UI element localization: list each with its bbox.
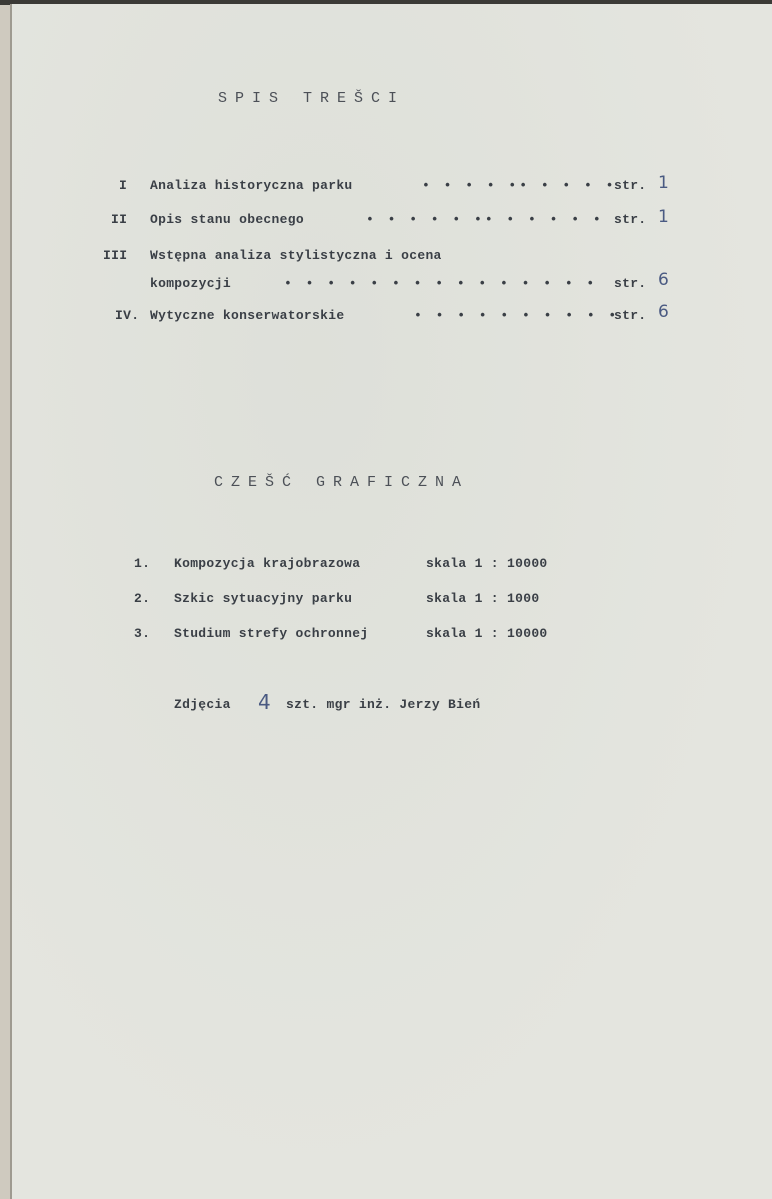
- toc-entry-2-str: str.: [614, 212, 647, 227]
- toc-entry-1-number: I: [119, 178, 128, 193]
- graphic-item-2-text: Szkic sytuacyjny parku: [174, 591, 353, 606]
- toc-entry-3-number: III: [103, 248, 128, 263]
- graphic-item-1-scale: skala 1 : 10000: [426, 556, 548, 571]
- toc-entry-1-leader: • • • • •• • • • •: [422, 178, 617, 193]
- toc-entry-1-text: Analiza historyczna parku: [150, 178, 353, 193]
- page-edge: [10, 4, 12, 1199]
- toc-entry-4-page: 6: [658, 302, 669, 322]
- toc-title: SPIS TREŠCI: [218, 90, 406, 107]
- toc-entry-4-number: IV.: [115, 308, 140, 323]
- toc-entry-3-str: str.: [614, 276, 647, 291]
- toc-entry-1-str: str.: [614, 178, 647, 193]
- toc-entry-2-number: II: [111, 212, 128, 227]
- photos-author: szt. mgr inż. Jerzy Bień: [286, 697, 481, 712]
- photos-label: Zdjęcia: [174, 697, 231, 712]
- toc-entry-4-leader: • • • • • • • • • •: [414, 308, 620, 323]
- graphic-item-3-scale: skala 1 : 10000: [426, 626, 548, 641]
- toc-entry-3-page: 6: [658, 270, 669, 290]
- toc-entry-2-page: 1: [658, 207, 669, 227]
- toc-entry-4-text: Wytyczne konserwatorskie: [150, 308, 345, 323]
- toc-entry-4-str: str.: [614, 308, 647, 323]
- toc-entry-3-text-cont: kompozycji: [150, 276, 232, 291]
- photos-count: 4: [258, 690, 271, 714]
- toc-entry-2-text: Opis stanu obecnego: [150, 212, 304, 227]
- toc-entry-3-text: Wstępna analiza stylistyczna i ocena: [150, 248, 442, 263]
- graphic-item-1-number: 1.: [134, 556, 151, 571]
- toc-entry-1-page: 1: [658, 173, 669, 193]
- graphic-item-3-text: Studium strefy ochronnej: [174, 626, 369, 641]
- graphic-item-3-number: 3.: [134, 626, 151, 641]
- graphic-item-2-scale: skala 1 : 1000: [426, 591, 540, 606]
- toc-entry-2-leader: • • • • • •• • • • • •: [366, 212, 604, 227]
- graphic-item-1-text: Kompozycja krajobrazowa: [174, 556, 361, 571]
- graphic-item-2-number: 2.: [134, 591, 151, 606]
- graphic-title: CZEŠĆ GRAFICZNA: [214, 474, 470, 491]
- toc-entry-3-leader: • • • • • • • • • • • • • • •: [284, 276, 598, 291]
